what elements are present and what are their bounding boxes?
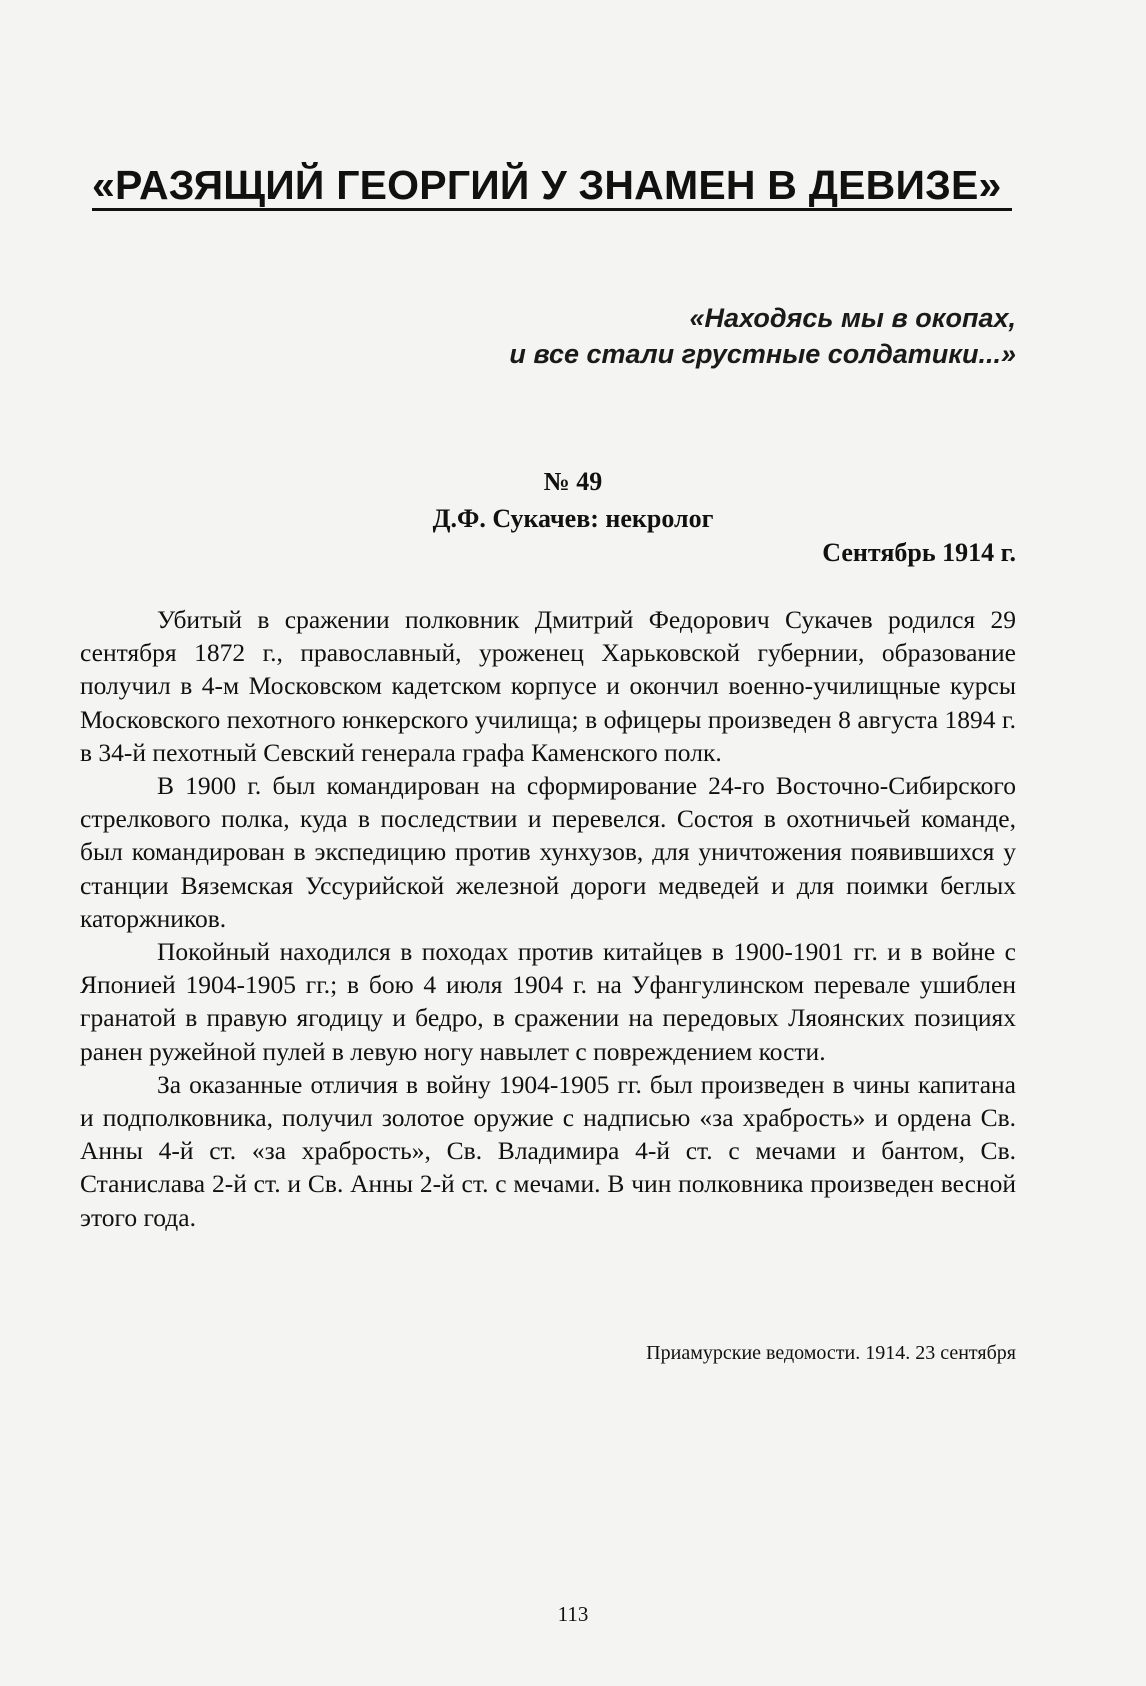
epigraph-line-1: «Находясь мы в окопах,: [689, 303, 1016, 333]
document-number: № 49: [543, 467, 603, 496]
page-number: 113: [557, 1602, 589, 1626]
epigraph: [316, 300, 1016, 372]
document-heading: Д.Ф. Сукачев: некролог: [432, 504, 714, 533]
epigraph-line-2: и все стали грустные солдатики...»: [509, 339, 1016, 369]
paragraph-2: В 1900 г. был командирован на сформирование 24-го Восточно-Сибирского стрелкового полка, куда в последствии и перевелся. Состоя в охотничьей команде, был командирован в экспедицию против хунхузов, для уничтожения появившихся у станции Вяземская Уссурийской железной дороги медведей и для поимки беглых каторжников.: [80, 771, 1016, 933]
source-citation: Приамурские ведомости. 1914. 23 сентября: [646, 1342, 1016, 1364]
title-underline: [92, 208, 1012, 211]
paragraph-3: Покойный находился в походах против китайцев в 1900-1901 гг. и в войне с Японией 1904-1905 гг.; в бою 4 июля 1904 г. на Уфангулинском перевале ушиблен гранатой в правую ягодицу и бедро, в сражении на передовых Ляоянских позициях ранен ружейной пулей в левую ногу навылет с повреждением кости.: [80, 937, 1016, 1066]
document-date: Сентябрь 1914 г.: [822, 538, 1016, 567]
chapter-title: «РАЗЯЩИЙ ГЕОРГИЙ У ЗНАМЕН В ДЕВИЗЕ»: [92, 162, 1002, 208]
document-body: [80, 603, 1016, 1234]
paragraph-1: Убитый в сражении полковник Дмитрий Федорович Сукачев родился 29 сентября 1872 г., православный, уроженец Харьковской губернии, образование получил в 4-м Московском кадетском корпусе и окончил военно-училищные курсы Московского пехотного юнкерского училища; в офицеры произведен 8 августа 1894 г. в 34-й пехотный Севский генерала графа Каменского полк.: [80, 605, 1016, 767]
paragraph-4: За оказанные отличия в войну 1904-1905 гг. был произведен в чины капитана и подполковника, получил золотое оружие с надписью «за храбрость» и ордена Св. Анны 4-й ст. «за храбрость», Св. Владимира 4-й ст. с мечами и бантом, Св. Станислава 2-й ст. и Св. Анны 2-й ст. с мечами. В чин полковника произведен весной этого года.: [80, 1069, 1016, 1232]
